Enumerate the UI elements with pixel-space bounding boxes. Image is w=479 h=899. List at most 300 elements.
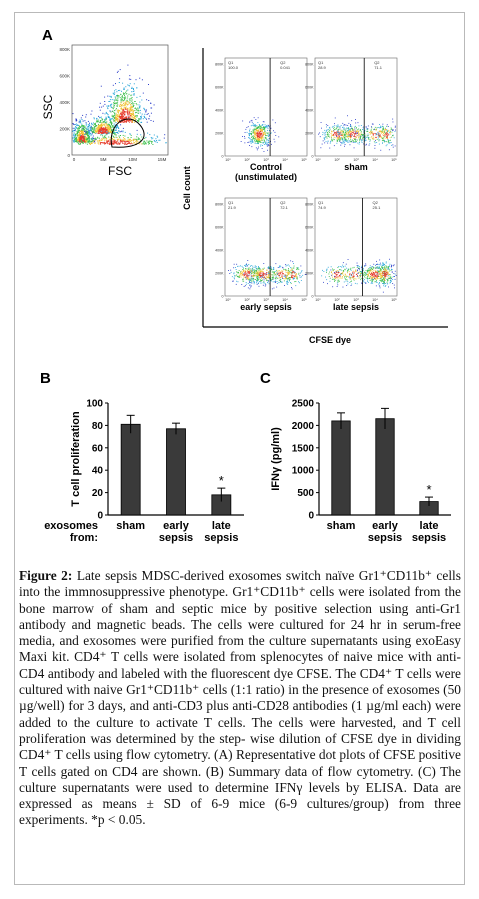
scatter-point bbox=[118, 110, 119, 111]
subplot-point bbox=[253, 132, 254, 133]
subplot-point bbox=[386, 275, 387, 276]
subplot-point bbox=[249, 145, 250, 146]
subplot-point bbox=[386, 263, 387, 264]
scatter-point bbox=[115, 96, 116, 97]
category-label: early bbox=[163, 520, 189, 532]
scatter-point bbox=[113, 116, 114, 117]
scatter-point bbox=[104, 121, 105, 122]
subplot-point bbox=[241, 271, 242, 272]
subplot-point bbox=[376, 261, 377, 262]
subplot-point bbox=[258, 117, 259, 118]
subplot-xtick: 10⁰ bbox=[225, 298, 231, 302]
subplot-point bbox=[327, 134, 328, 135]
scatter-point bbox=[96, 118, 97, 119]
subplot-point bbox=[266, 139, 267, 140]
scatter-point bbox=[120, 104, 121, 105]
scatter-point bbox=[79, 132, 80, 133]
scatter-point bbox=[107, 107, 108, 108]
subplot-point bbox=[293, 270, 294, 271]
subplot-label: Control bbox=[250, 162, 282, 172]
subplot-point bbox=[380, 278, 381, 279]
scatter-point bbox=[114, 118, 115, 119]
subplot-point bbox=[359, 268, 360, 269]
subplot-point bbox=[372, 277, 373, 278]
scatter-point bbox=[116, 137, 117, 138]
subplot-point bbox=[239, 270, 240, 271]
subplot-point bbox=[260, 281, 261, 282]
subplot-point bbox=[357, 135, 358, 136]
subplot-point bbox=[327, 138, 328, 139]
subplot-point bbox=[355, 132, 356, 133]
subplot-point bbox=[244, 286, 245, 287]
subplot-point bbox=[269, 138, 270, 139]
scatter-point bbox=[144, 141, 145, 142]
subplot-point bbox=[248, 271, 249, 272]
scatter-point bbox=[98, 144, 99, 145]
scatter-point bbox=[111, 107, 112, 108]
subplot-point bbox=[346, 268, 347, 269]
subplot-point bbox=[257, 271, 258, 272]
subplot-point bbox=[362, 139, 363, 140]
scatter-point bbox=[83, 141, 84, 142]
subplot-point bbox=[265, 284, 266, 285]
scatter-point bbox=[110, 132, 111, 133]
subplot-point bbox=[353, 279, 354, 280]
subplot-point bbox=[340, 129, 341, 130]
subplot-point bbox=[349, 134, 350, 135]
scatter-point bbox=[86, 125, 87, 126]
subplot-point bbox=[347, 272, 348, 273]
subplot-point bbox=[255, 126, 256, 127]
subplot-point bbox=[382, 124, 383, 125]
subplot-point bbox=[376, 130, 377, 131]
subplot-point bbox=[373, 137, 374, 138]
scatter-point bbox=[98, 130, 99, 131]
subplot-point bbox=[338, 139, 339, 140]
subplot-point bbox=[334, 139, 335, 140]
subplot-point bbox=[290, 279, 291, 280]
subplot-point bbox=[337, 283, 338, 284]
subplot-xtick: 10⁴ bbox=[372, 298, 378, 302]
subplot-point bbox=[292, 272, 293, 273]
scatter-point bbox=[99, 127, 100, 128]
subplot-point bbox=[250, 141, 251, 142]
scatter-point bbox=[151, 143, 152, 144]
subplot-point bbox=[381, 281, 382, 282]
subplot-point bbox=[290, 267, 291, 268]
subplot-point bbox=[386, 126, 387, 127]
subplot-point bbox=[234, 277, 235, 278]
subplot-point bbox=[275, 132, 276, 133]
subplot-point bbox=[365, 272, 366, 273]
subplot-point bbox=[327, 136, 328, 137]
scatter-point bbox=[137, 130, 138, 131]
scatter-point bbox=[76, 118, 77, 119]
subplot-point bbox=[389, 259, 390, 260]
subplot-point bbox=[260, 271, 261, 272]
scatter-point bbox=[74, 139, 75, 140]
subplot-label: late sepsis bbox=[332, 302, 380, 312]
subplot-point bbox=[388, 272, 389, 273]
subplot-point bbox=[299, 275, 300, 276]
subplot-point bbox=[269, 278, 270, 279]
subplot-point bbox=[350, 131, 351, 132]
subplot-point bbox=[248, 275, 249, 276]
scatter-point bbox=[100, 120, 101, 121]
scatter-point bbox=[133, 106, 134, 107]
subplot-point bbox=[264, 142, 265, 143]
scatter-point bbox=[135, 118, 136, 119]
scatter-point bbox=[95, 143, 96, 144]
subplot-label-line2: (unstimulated) bbox=[235, 172, 297, 182]
subplot-q1-value: 74.9 bbox=[318, 205, 326, 210]
scatter-point bbox=[154, 140, 155, 141]
subplot-point bbox=[366, 140, 367, 141]
scatter-point bbox=[130, 102, 131, 103]
subplot-point bbox=[395, 271, 396, 272]
scatter-point bbox=[75, 137, 76, 138]
subplot-point bbox=[379, 272, 380, 273]
scatter-point bbox=[114, 94, 115, 95]
subplot-point bbox=[253, 130, 254, 131]
subplot-point bbox=[358, 137, 359, 138]
subplot-point bbox=[367, 272, 368, 273]
scatter-point bbox=[133, 113, 134, 114]
subplot-point bbox=[322, 132, 323, 133]
scatter-point bbox=[129, 75, 130, 76]
scatter-point bbox=[116, 99, 117, 100]
subplot-point bbox=[388, 275, 389, 276]
subplot-point bbox=[337, 284, 338, 285]
subplot-point bbox=[338, 276, 339, 277]
subplot-point bbox=[285, 269, 286, 270]
scatter-point bbox=[108, 133, 109, 134]
scatter-point bbox=[77, 139, 78, 140]
scatter-point bbox=[136, 103, 137, 104]
subplot-ytick: 600K bbox=[215, 225, 224, 230]
scatter-point bbox=[149, 134, 150, 135]
subplot-point bbox=[371, 279, 372, 280]
scatter-point bbox=[124, 143, 125, 144]
scatter-point bbox=[110, 126, 111, 127]
subplot-point bbox=[380, 273, 381, 274]
subplot-point bbox=[261, 270, 262, 271]
subplot-point bbox=[295, 281, 296, 282]
scatter-point bbox=[148, 142, 149, 143]
subplot-point bbox=[244, 142, 245, 143]
scatter-point bbox=[91, 134, 92, 135]
subplot-point bbox=[241, 284, 242, 285]
subplot-point bbox=[370, 276, 371, 277]
scatter-point bbox=[81, 137, 82, 138]
subplot-point bbox=[357, 263, 358, 264]
subplot-point bbox=[298, 273, 299, 274]
scatter-point bbox=[99, 142, 100, 143]
subplot-point bbox=[348, 269, 349, 270]
subplot-point bbox=[369, 145, 370, 146]
subplot-point bbox=[267, 132, 268, 133]
subplot-point bbox=[343, 141, 344, 142]
subplot-point bbox=[250, 284, 251, 285]
subplot-point bbox=[379, 139, 380, 140]
subplot-point bbox=[375, 145, 376, 146]
subplot-point bbox=[251, 282, 252, 283]
scatter-point bbox=[145, 118, 146, 119]
subplot-point bbox=[334, 129, 335, 130]
subplot-point bbox=[383, 138, 384, 139]
scatter-point bbox=[143, 143, 144, 144]
scatter-point bbox=[127, 84, 128, 85]
subplot-point bbox=[268, 267, 269, 268]
subplot-point bbox=[300, 266, 301, 267]
significance-mark: * bbox=[426, 482, 432, 498]
subplot-point bbox=[346, 281, 347, 282]
subplot-point bbox=[266, 135, 267, 136]
subplot-point bbox=[300, 273, 301, 274]
subplot-point bbox=[340, 127, 341, 128]
subplot-point bbox=[367, 131, 368, 132]
scatter-point bbox=[143, 142, 144, 143]
scatter-point bbox=[108, 116, 109, 117]
scatter-point bbox=[113, 93, 114, 94]
subplot-point bbox=[294, 281, 295, 282]
category-label: early bbox=[372, 520, 398, 532]
subplot-point bbox=[364, 279, 365, 280]
scatter-point bbox=[129, 85, 130, 86]
scatter-point bbox=[118, 117, 119, 118]
subplot-point bbox=[333, 128, 334, 129]
subplot-point bbox=[268, 276, 269, 277]
scatter-point bbox=[138, 137, 139, 138]
scatter-point bbox=[127, 110, 128, 111]
subplot-point bbox=[258, 275, 259, 276]
scatter-point bbox=[81, 124, 82, 125]
scatter-point bbox=[101, 107, 102, 108]
scatter-point bbox=[131, 98, 132, 99]
scatter-point bbox=[104, 125, 105, 126]
subplot-point bbox=[386, 141, 387, 142]
subplot-point bbox=[342, 137, 343, 138]
subplot-point bbox=[388, 130, 389, 131]
subplot-point bbox=[386, 137, 387, 138]
scatter-point bbox=[74, 128, 75, 129]
scatter-point bbox=[105, 122, 106, 123]
category-label: sepsis bbox=[204, 532, 239, 544]
scatter-point bbox=[103, 106, 104, 107]
scatter-point bbox=[131, 109, 132, 110]
scatter-point bbox=[125, 109, 126, 110]
subplot-point bbox=[355, 134, 356, 135]
subplot-point bbox=[376, 285, 377, 286]
subplot-point bbox=[269, 283, 270, 284]
scatter-point bbox=[108, 101, 109, 102]
subplot-point bbox=[266, 276, 267, 277]
scatter-point bbox=[109, 139, 110, 140]
subplot-point bbox=[257, 142, 258, 143]
scatter-point bbox=[133, 110, 134, 111]
scatter-point bbox=[95, 138, 96, 139]
subplot-point bbox=[344, 140, 345, 141]
subplot-point bbox=[259, 275, 260, 276]
scatter-point bbox=[114, 132, 115, 133]
subplot-point bbox=[371, 273, 372, 274]
subplot-point bbox=[262, 125, 263, 126]
subplot-point bbox=[268, 133, 269, 134]
subplot-point bbox=[254, 269, 255, 270]
subplot-point bbox=[257, 135, 258, 136]
subplot-point bbox=[372, 277, 373, 278]
subplot-point bbox=[259, 133, 260, 134]
subplot-point bbox=[244, 273, 245, 274]
subplot-point bbox=[340, 135, 341, 136]
subplot-point bbox=[335, 129, 336, 130]
subplot-point bbox=[260, 142, 261, 143]
scatter-point bbox=[111, 127, 112, 128]
subplot-point bbox=[325, 136, 326, 137]
subplot-point bbox=[255, 129, 256, 130]
scatter-point bbox=[98, 120, 99, 121]
subplot-point bbox=[346, 129, 347, 130]
subplot-point bbox=[353, 271, 354, 272]
scatter-point bbox=[136, 104, 137, 105]
subplot-point bbox=[340, 275, 341, 276]
subplot-point bbox=[284, 276, 285, 277]
subplot-point bbox=[378, 140, 379, 141]
subplot-point bbox=[343, 131, 344, 132]
subplot-point bbox=[362, 135, 363, 136]
scatter-point bbox=[127, 104, 128, 105]
subplot-point bbox=[365, 282, 366, 283]
subplot-point bbox=[341, 138, 342, 139]
subplot-point bbox=[385, 276, 386, 277]
subplot-point bbox=[378, 275, 379, 276]
scatter-point bbox=[111, 129, 112, 130]
subplot-point bbox=[284, 280, 285, 281]
subplot-point bbox=[260, 136, 261, 137]
subplot-point bbox=[364, 265, 365, 266]
subplot-point bbox=[371, 127, 372, 128]
subplot-point bbox=[288, 268, 289, 269]
subplot-point bbox=[380, 287, 381, 288]
subplot-point bbox=[255, 139, 256, 140]
subplot-point bbox=[381, 277, 382, 278]
subplot-point bbox=[254, 282, 255, 283]
subplot-point bbox=[378, 136, 379, 137]
scatter-point bbox=[116, 105, 117, 106]
subplot-point bbox=[277, 283, 278, 284]
scatter-point bbox=[139, 106, 140, 107]
subplot-q1-label: Q1 bbox=[228, 200, 234, 205]
subplot-point bbox=[347, 115, 348, 116]
subplot-point bbox=[375, 265, 376, 266]
subplot-point bbox=[231, 272, 232, 273]
subplot-point bbox=[249, 138, 250, 139]
subplot-point bbox=[295, 276, 296, 277]
scatter-point bbox=[74, 130, 75, 131]
subplot-point bbox=[371, 131, 372, 132]
scatter-point bbox=[137, 134, 138, 135]
subplot-point bbox=[382, 275, 383, 276]
subplot-point bbox=[334, 137, 335, 138]
scatter-point bbox=[95, 125, 96, 126]
scatter-point bbox=[112, 139, 113, 140]
subplot-ytick: 600K bbox=[215, 85, 224, 90]
subplot-ytick: 0 bbox=[221, 154, 224, 159]
subplot-point bbox=[322, 144, 323, 145]
subplot-point bbox=[254, 270, 255, 271]
subplot-point bbox=[253, 280, 254, 281]
subplot-point bbox=[340, 131, 341, 132]
scatter-point bbox=[144, 117, 145, 118]
subplot-point bbox=[260, 146, 261, 147]
subplot-point bbox=[289, 278, 290, 279]
scatter-point bbox=[79, 126, 80, 127]
subplot-point bbox=[287, 273, 288, 274]
scatter-point bbox=[81, 141, 82, 142]
subplot-point bbox=[370, 133, 371, 134]
subplot-xtick: 10² bbox=[244, 298, 250, 302]
subplot-point bbox=[246, 273, 247, 274]
scatter-point bbox=[125, 102, 126, 103]
scatter-point bbox=[102, 123, 103, 124]
subplot-point bbox=[292, 289, 293, 290]
subplot-point bbox=[390, 132, 391, 133]
scatter-point bbox=[101, 86, 102, 87]
subplot-point bbox=[251, 146, 252, 147]
subplot-point bbox=[383, 129, 384, 130]
scatter-point bbox=[95, 131, 96, 132]
subplot-point bbox=[250, 129, 251, 130]
subplot-point bbox=[248, 283, 249, 284]
category-label: late bbox=[419, 520, 439, 532]
subplot-point bbox=[269, 273, 270, 274]
subplot-point bbox=[363, 275, 364, 276]
scatter-point bbox=[140, 110, 141, 111]
subplot-point bbox=[336, 128, 337, 129]
subplot-point bbox=[264, 140, 265, 141]
scatter-point bbox=[101, 140, 102, 141]
subplot-point bbox=[364, 266, 365, 267]
subplot-point bbox=[261, 129, 262, 130]
subplot-point bbox=[252, 269, 253, 270]
subplot-point bbox=[249, 280, 250, 281]
scatter-point bbox=[152, 138, 153, 139]
subplot-frame bbox=[225, 58, 307, 156]
scatter-point bbox=[102, 120, 103, 121]
scatter-point bbox=[107, 134, 108, 135]
subplot-point bbox=[365, 265, 366, 266]
subplot-point bbox=[251, 270, 252, 271]
scatter-point bbox=[116, 130, 117, 131]
subplot-point bbox=[280, 281, 281, 282]
subplot-point bbox=[244, 275, 245, 276]
subplot-point bbox=[250, 279, 251, 280]
scatter-point bbox=[95, 130, 96, 131]
scatter-point bbox=[116, 129, 117, 130]
category-label: sepsis bbox=[158, 532, 194, 544]
subplot-point bbox=[392, 144, 393, 145]
subplot-point bbox=[300, 277, 301, 278]
scatter-point bbox=[139, 78, 140, 79]
subplot-point bbox=[384, 279, 385, 280]
scatter-point bbox=[99, 133, 100, 134]
scatter-point bbox=[124, 99, 125, 100]
subplot-point bbox=[348, 131, 349, 132]
subplot-point bbox=[266, 273, 267, 274]
subplot-point bbox=[348, 130, 349, 131]
subplot-point bbox=[345, 130, 346, 131]
subplot-point bbox=[386, 279, 387, 280]
